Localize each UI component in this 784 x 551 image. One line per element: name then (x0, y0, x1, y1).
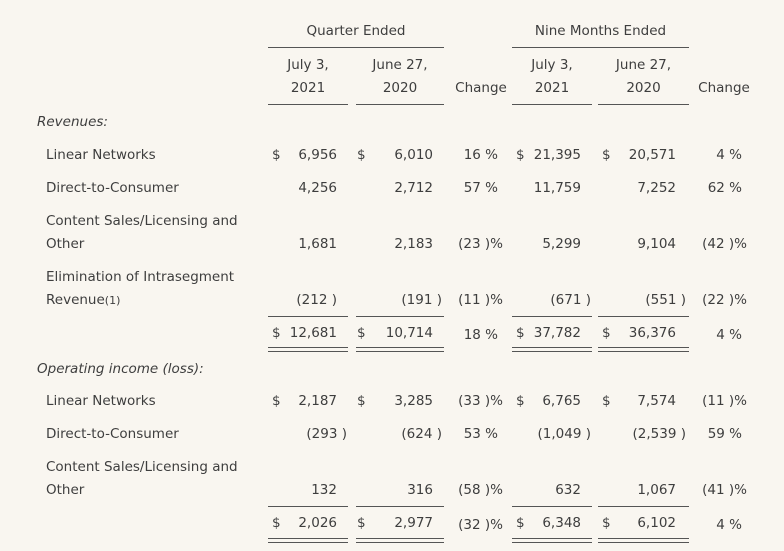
value-q2 (370, 426, 442, 442)
paren-close: ) (436, 426, 442, 442)
row-label-text: Revenue (46, 292, 105, 308)
row-label-line2 (46, 292, 120, 309)
value-n2: 7,252 (637, 180, 676, 196)
change-q: 57 % (463, 180, 498, 196)
value-n1 (520, 292, 591, 308)
dollar-sign: $ (602, 147, 611, 163)
dollar-sign: $ (602, 515, 611, 531)
total-double-rule-q1 (268, 347, 348, 352)
paren-close: ) (585, 426, 591, 442)
col-q1-line1: July 3, (287, 57, 329, 73)
change-q: (58 )% (458, 482, 503, 498)
header-nine-months-ended: Nine Months Ended (534, 23, 667, 39)
change-n: (22 )% (702, 292, 747, 308)
header-quarter-ended: Quarter Ended (306, 23, 406, 39)
subtotal-rule-n1 (512, 506, 592, 507)
value-q2: 6,010 (394, 147, 433, 163)
change-q: 16 % (463, 147, 498, 163)
value-n1: 11,759 (533, 180, 581, 196)
dollar-sign: $ (516, 515, 525, 531)
total-q2: 10,714 (385, 325, 433, 341)
change-q: 53 % (463, 426, 498, 442)
paren-close: ) (436, 292, 442, 308)
total-double-rule-q2 (356, 538, 444, 543)
row-label: Direct-to-Consumer (46, 180, 179, 196)
col-q1-line2: 2021 (290, 80, 326, 96)
col-rule-q1 (268, 104, 348, 105)
change-n: (42 )% (702, 236, 747, 252)
col-n-change: Change (698, 80, 750, 96)
value-n2: 9,104 (637, 236, 676, 252)
change-n: (11 )% (702, 393, 747, 409)
value-number: (2,539 (632, 426, 677, 442)
dollar-sign: $ (516, 147, 525, 163)
row-label: Direct-to-Consumer (46, 426, 179, 442)
value-number: (212 (296, 292, 328, 308)
total-change-q: 18 % (463, 327, 498, 343)
total-n1: 6,348 (542, 515, 581, 531)
paren-close: ) (331, 292, 337, 308)
value-q2: 2,183 (394, 236, 433, 252)
col-n1-line1: July 3, (531, 57, 573, 73)
paren-close: ) (585, 292, 591, 308)
col-q2-line1: June 27, (372, 57, 428, 73)
col-rule-n2 (598, 104, 689, 105)
value-number: (191 (401, 292, 433, 308)
col-q-change: Change (455, 80, 507, 96)
value-n2: 7,574 (637, 393, 676, 409)
row-label-line1: Content Sales/Licensing and (46, 459, 238, 475)
total-q2: 2,977 (394, 515, 433, 531)
value-number: (1,049 (537, 426, 582, 442)
dollar-sign: $ (357, 515, 366, 531)
dollar-sign: $ (272, 515, 281, 531)
col-q2-line2: 2020 (382, 80, 418, 96)
subtotal-rule-n2 (598, 316, 689, 317)
total-double-rule-q1 (268, 538, 348, 543)
dollar-sign: $ (272, 393, 281, 409)
total-change-n: 4 % (716, 327, 742, 343)
value-n1: 632 (555, 482, 581, 498)
total-change-n: 4 % (716, 517, 742, 533)
value-q1 (280, 292, 337, 308)
row-label-line2: Other (46, 482, 85, 498)
dollar-sign: $ (602, 393, 611, 409)
value-q1 (280, 426, 347, 442)
total-n2: 6,102 (637, 515, 676, 531)
change-q: (23 )% (458, 236, 503, 252)
value-number: (624 (401, 426, 433, 442)
subtotal-rule-q2 (356, 506, 444, 507)
paren-close: ) (680, 426, 686, 442)
subtotal-rule-n1 (512, 316, 592, 317)
value-q1: 6,956 (298, 147, 337, 163)
value-n2: 1,067 (637, 482, 676, 498)
total-n2: 36,376 (628, 325, 676, 341)
paren-close: ) (341, 426, 347, 442)
value-q2: 2,712 (394, 180, 433, 196)
total-double-rule-n1 (512, 347, 592, 352)
value-q2: 316 (407, 482, 433, 498)
dollar-sign: $ (516, 393, 525, 409)
change-n: 4 % (716, 147, 742, 163)
value-n1 (520, 426, 591, 442)
change-n: 59 % (707, 426, 742, 442)
header-rule-quarter (268, 47, 444, 48)
total-double-rule-n2 (598, 538, 689, 543)
value-n1: 6,765 (542, 393, 581, 409)
value-q1: 132 (311, 482, 337, 498)
col-n2-line2: 2020 (626, 80, 661, 96)
header-rule-nine-months (512, 47, 689, 48)
change-q: (11 )% (458, 292, 503, 308)
total-double-rule-n1 (512, 538, 592, 543)
col-n2-line1: June 27, (615, 57, 672, 73)
dollar-sign: $ (357, 325, 366, 341)
subtotal-rule-q2 (356, 316, 444, 317)
value-n2: 20,571 (628, 147, 676, 163)
paren-close: ) (680, 292, 686, 308)
value-n2 (610, 426, 686, 442)
subtotal-rule-n2 (598, 506, 689, 507)
value-n2 (610, 292, 686, 308)
value-q1: 1,681 (298, 236, 337, 252)
dollar-sign: $ (272, 325, 281, 341)
value-q2 (370, 292, 442, 308)
row-label-line1: Elimination of Intrasegment (46, 269, 235, 285)
dollar-sign: $ (357, 393, 366, 409)
total-q1: 2,026 (298, 515, 337, 531)
total-n1: 37,782 (533, 325, 581, 341)
change-n: (41 )% (702, 482, 747, 498)
value-q1: 2,187 (298, 393, 337, 409)
col-rule-q2 (356, 104, 444, 105)
col-rule-n1 (512, 104, 592, 105)
footnote-ref: (1) (104, 294, 121, 307)
subtotal-rule-q1 (268, 316, 348, 317)
value-number: (293 (306, 426, 338, 442)
total-double-rule-q2 (356, 347, 444, 352)
row-label-line2: Other (46, 236, 85, 252)
total-q1: 12,681 (289, 325, 337, 341)
change-q: (33 )% (458, 393, 503, 409)
section-title-revenues: Revenues: (37, 114, 108, 130)
dollar-sign: $ (602, 325, 611, 341)
dollar-sign: $ (516, 325, 525, 341)
change-n: 62 % (707, 180, 742, 196)
value-n1: 5,299 (542, 236, 581, 252)
col-n1-line2: 2021 (534, 80, 570, 96)
total-change-q: (32 )% (458, 517, 503, 533)
value-number: (671 (550, 292, 582, 308)
value-q2: 3,285 (394, 393, 433, 409)
value-n1: 21,395 (533, 147, 581, 163)
subtotal-rule-q1 (268, 506, 348, 507)
total-double-rule-n2 (598, 347, 689, 352)
section-title-operating-income: Operating income (loss): (37, 361, 204, 377)
dollar-sign: $ (357, 147, 366, 163)
value-number: (551 (645, 292, 677, 308)
row-label: Linear Networks (46, 393, 156, 409)
dollar-sign: $ (272, 147, 281, 163)
row-label: Linear Networks (46, 147, 156, 163)
row-label-line1: Content Sales/Licensing and (46, 213, 238, 229)
value-q1: 4,256 (298, 180, 337, 196)
